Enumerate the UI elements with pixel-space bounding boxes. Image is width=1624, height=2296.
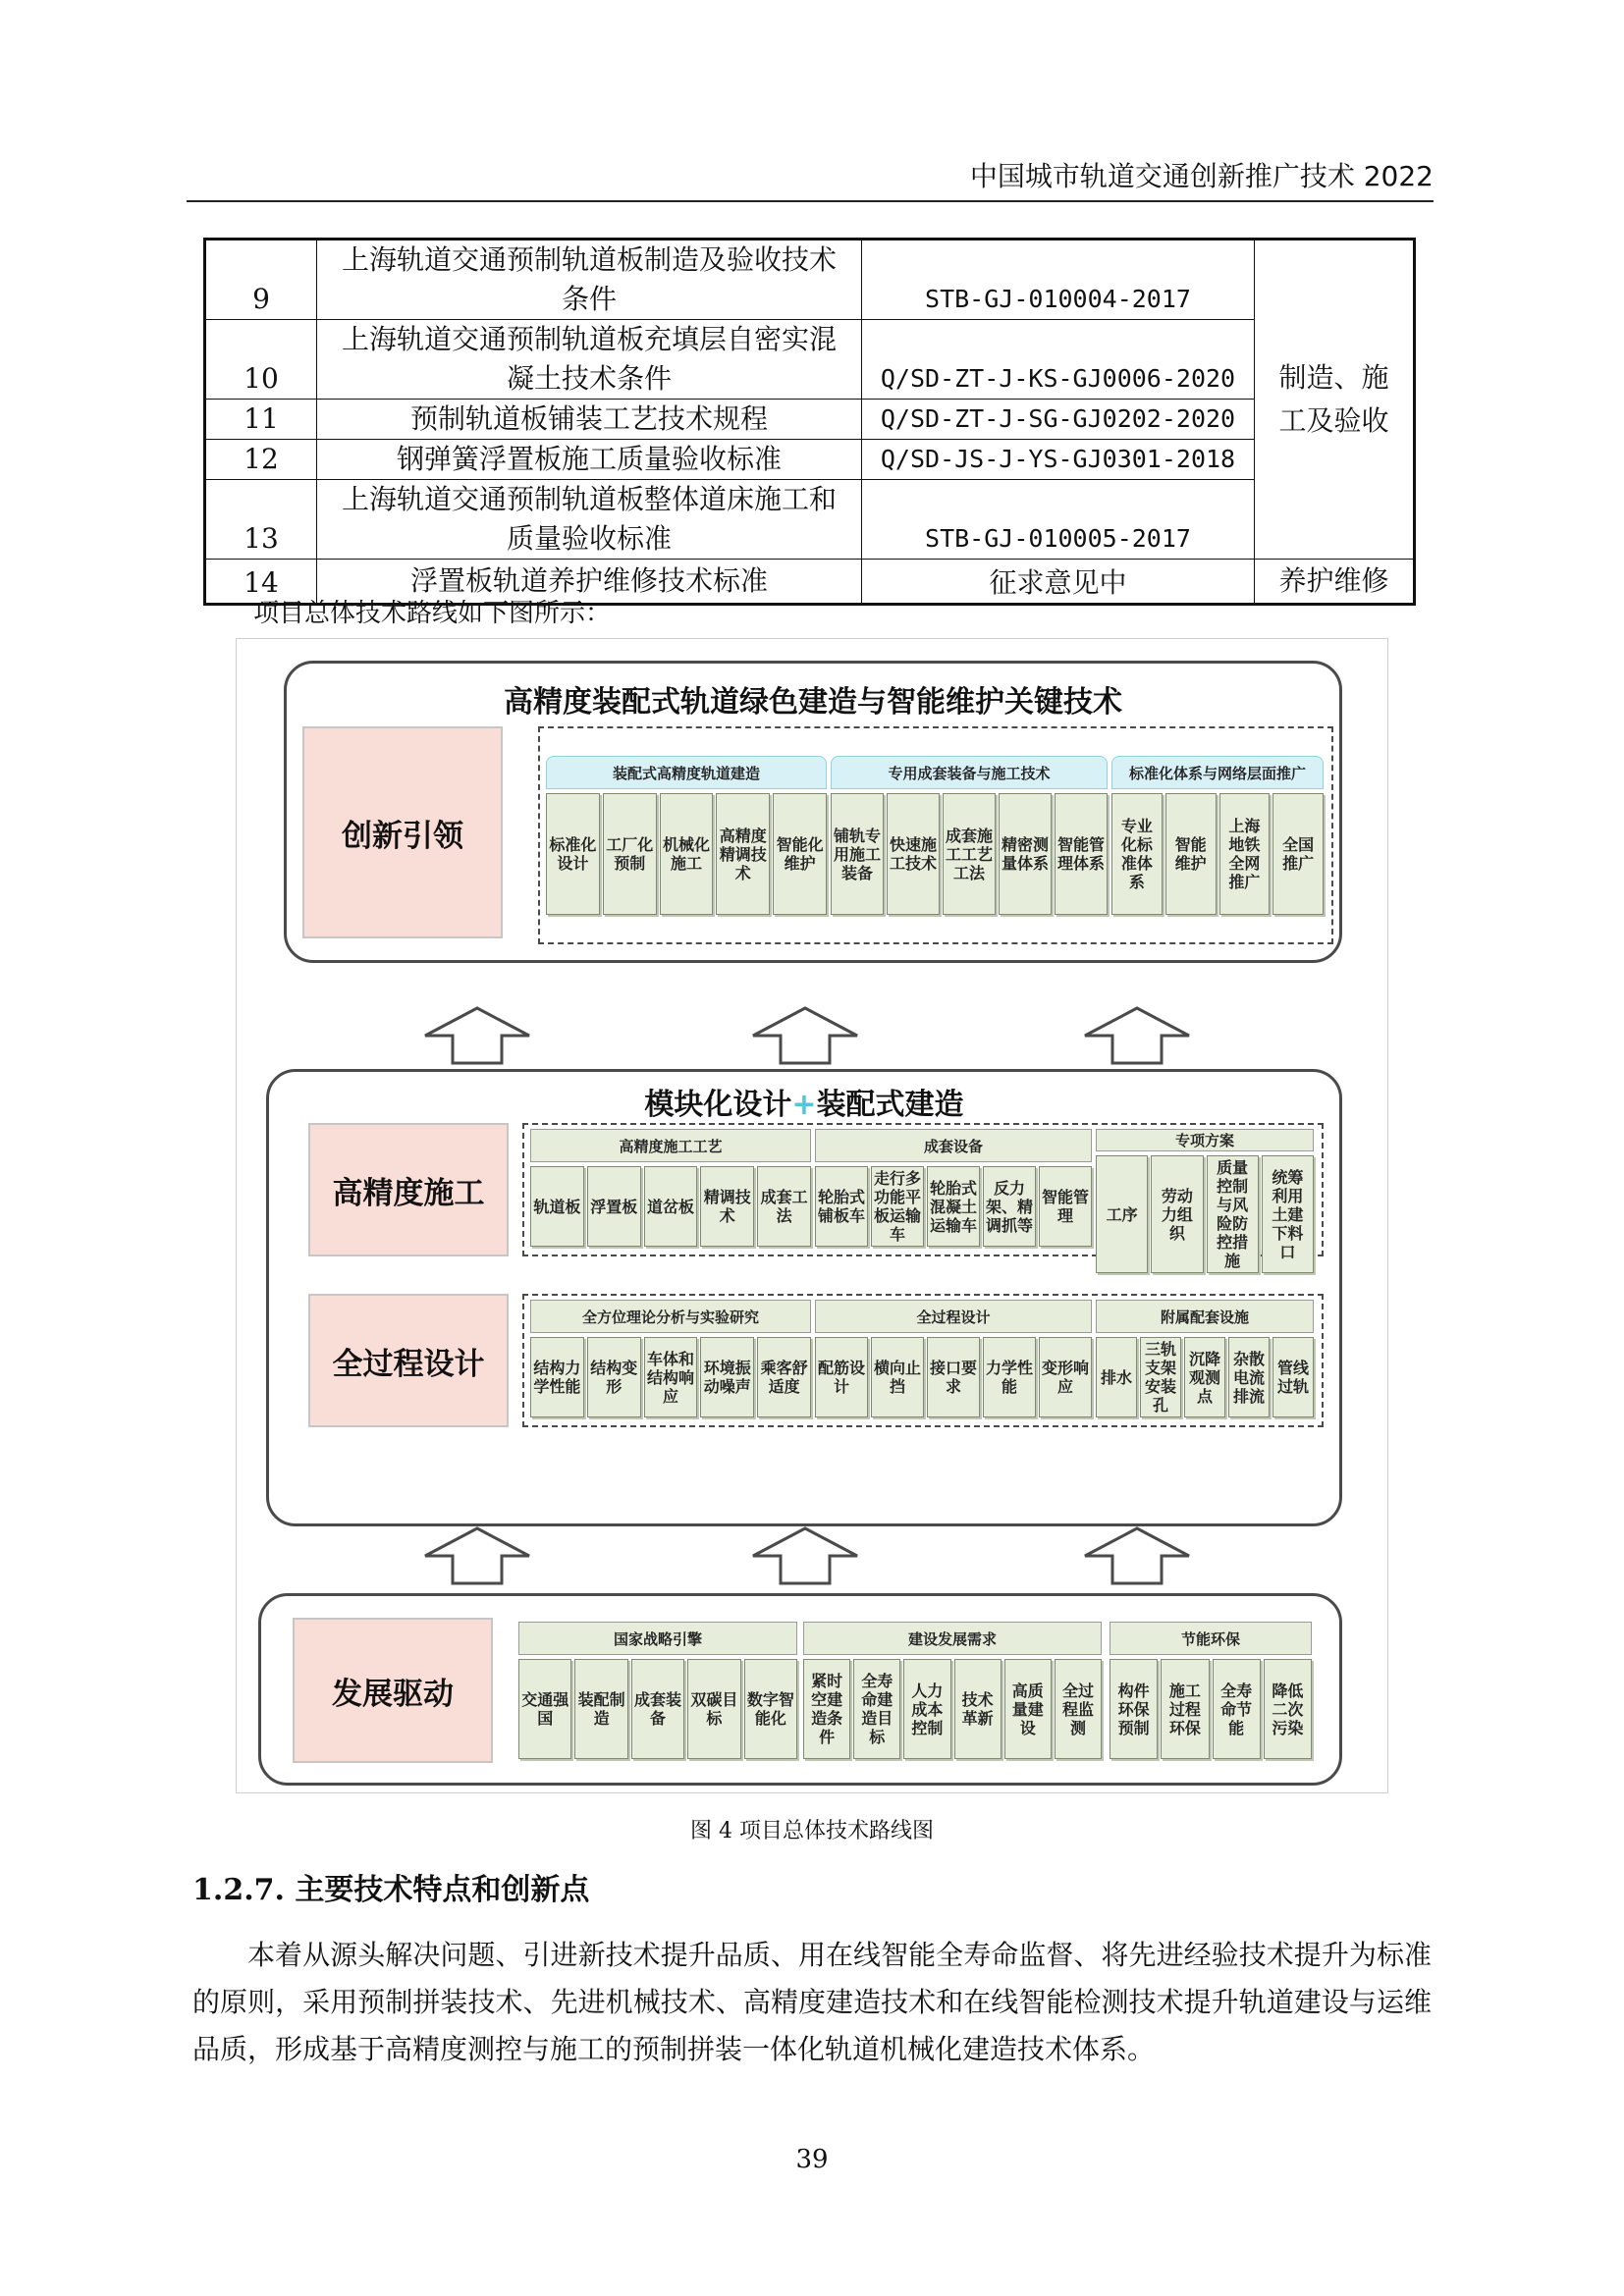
standards-table — [203, 238, 1416, 606]
category-cell: 制造、施 工及验收 — [1255, 240, 1415, 560]
up-arrow-icon — [423, 1006, 531, 1065]
group-header: 成套设备 — [815, 1129, 1092, 1162]
item-box: 统筹利用土建下料口 — [1262, 1155, 1314, 1273]
item-box: 道岔板 — [644, 1166, 698, 1247]
standard-name: 上海轨道交通预制轨道板制造及验收技术 条件 — [317, 240, 862, 320]
modular-section — [266, 1069, 1342, 1526]
group-standardization — [1111, 756, 1324, 915]
item-box: 乘客舒适度 — [757, 1337, 811, 1417]
item-box: 铺轨专用施工装备 — [831, 793, 884, 915]
item-box: 浮置板 — [587, 1166, 641, 1247]
up-arrow-icon — [1083, 1526, 1191, 1585]
innovation-title: 高精度装配式轨道绿色建造与智能维护关键技术 — [504, 685, 1122, 720]
table-row — [205, 320, 1415, 400]
up-arrow-icon — [423, 1526, 531, 1585]
standard-code: Q/SD-ZT-J-SG-GJ0202-2020 — [862, 400, 1255, 440]
item-box: 全寿命节能 — [1213, 1659, 1261, 1759]
group-special-plan — [1096, 1129, 1314, 1270]
item-box: 全国推广 — [1272, 793, 1324, 915]
item-box: 车体和结构响应 — [644, 1337, 698, 1417]
header-rule — [187, 200, 1434, 202]
item-box: 高精度精调技术 — [716, 793, 770, 915]
body-paragraph: 本着从源头解决问题、引进新技术提升品质、用在线智能全寿命监督、将先进经验技术提升为标准的原则，采用预制拼装技术、先进机械技术、高精度建造技术和在线智能检测技术提升轨道建设与运维品质，形成基于高精度测控与施工的预制拼装一体化轨道机械化建造技术体系。 — [192, 1939, 1432, 2065]
innovation-section — [284, 661, 1342, 963]
item-box: 杂散电流排流 — [1228, 1337, 1270, 1417]
item-box: 环境振动噪声 — [700, 1337, 754, 1417]
item-box: 高质量建设 — [1004, 1659, 1052, 1759]
group-header: 高精度施工工艺 — [530, 1129, 811, 1162]
design-dashbox — [522, 1294, 1324, 1427]
row-number: 10 — [205, 320, 317, 400]
item-box: 管线过轨 — [1272, 1337, 1314, 1417]
item-box: 精调技术 — [700, 1166, 754, 1247]
item-box: 排水 — [1096, 1337, 1137, 1417]
item-box: 三轨支架安装孔 — [1140, 1337, 1181, 1417]
group-header: 全方位理论分析与实验研究 — [530, 1300, 811, 1333]
item-box: 配筋设计 — [815, 1337, 868, 1417]
item-box: 轨道板 — [530, 1166, 584, 1247]
row-number: 12 — [205, 440, 317, 480]
group-theory-analysis — [530, 1300, 811, 1417]
standard-code: Q/SD-ZT-J-KS-GJ0006-2020 — [862, 320, 1255, 400]
development-label: 发展驱动 — [293, 1618, 493, 1763]
item-box: 专业化标准体系 — [1111, 793, 1163, 915]
standard-name: 钢弹簧浮置板施工质量验收标准 — [317, 440, 862, 480]
item-box: 装配制造 — [574, 1659, 627, 1759]
full-process-design-label: 全过程设计 — [308, 1294, 509, 1427]
group-header: 全过程设计 — [815, 1300, 1092, 1333]
item-box: 工厂化预制 — [603, 793, 657, 915]
group-header: 专用成套装备与施工技术 — [831, 756, 1108, 789]
group-header: 装配式高精度轨道建造 — [546, 756, 827, 789]
item-box: 劳动力组织 — [1151, 1155, 1203, 1273]
standard-code: 征求意见中 — [862, 560, 1255, 605]
figure-caption: 图 4 项目总体技术路线图 — [690, 1819, 934, 1843]
technical-roadmap-diagram — [236, 638, 1388, 1793]
group-precision-process — [530, 1129, 811, 1247]
item-box: 变形响应 — [1039, 1337, 1092, 1417]
item-box: 轮胎式混凝土运输车 — [927, 1166, 980, 1247]
innovation-label: 创新引领 — [302, 726, 503, 938]
standard-name: 浮置板轨道养护维修技术标准 — [317, 560, 862, 605]
category-cell: 养护维修 — [1255, 560, 1415, 605]
item-box: 精密测量体系 — [999, 793, 1052, 915]
item-box: 结构力学性能 — [530, 1337, 584, 1417]
standard-code: STB-GJ-010004-2017 — [862, 240, 1255, 320]
item-box: 人力成本控制 — [903, 1659, 950, 1759]
item-box: 反力架、精调抓等 — [983, 1166, 1036, 1247]
up-arrow-icon — [751, 1006, 859, 1065]
section-heading: 1.2.7. 主要技术特点和创新点 — [192, 1873, 590, 1907]
item-box: 技术革新 — [954, 1659, 1001, 1759]
item-box: 全寿命建造目标 — [853, 1659, 900, 1759]
up-arrow-icon — [1083, 1006, 1191, 1065]
item-box: 数字智能化 — [744, 1659, 797, 1759]
standard-code: Q/SD-JS-J-YS-GJ0301-2018 — [862, 440, 1255, 480]
up-arrow-icon — [751, 1526, 859, 1585]
modular-title: 模块化设计+装配式建造 — [644, 1088, 964, 1122]
group-national-strategy — [518, 1622, 797, 1759]
row-number: 14 — [205, 560, 317, 605]
table-row — [205, 480, 1415, 560]
item-box: 智能维护 — [1165, 793, 1217, 915]
item-box: 智能化维护 — [773, 793, 827, 915]
precision-construction-label: 高精度施工 — [308, 1123, 509, 1256]
group-header: 节能环保 — [1110, 1622, 1312, 1655]
table-row — [205, 400, 1415, 440]
item-box: 全过程监测 — [1055, 1659, 1102, 1759]
group-auxiliary-facilities — [1096, 1300, 1314, 1417]
item-box: 力学性能 — [983, 1337, 1036, 1417]
item-box: 标准化设计 — [546, 793, 600, 915]
item-box: 横向止挡 — [871, 1337, 924, 1417]
innovation-dashbox — [538, 726, 1333, 944]
item-box: 施工过程环保 — [1161, 1659, 1209, 1759]
intro-text: 项目总体技术路线如下图所示： — [253, 599, 612, 628]
header-title: 中国城市轨道交通创新推广技术 2022 — [969, 160, 1434, 192]
item-box: 成套装备 — [631, 1659, 684, 1759]
page-header — [187, 147, 1434, 202]
item-box: 成套施工工艺工法 — [943, 793, 996, 915]
item-box: 机械化施工 — [660, 793, 714, 915]
group-energy-saving — [1110, 1622, 1312, 1759]
precision-dashbox — [522, 1123, 1324, 1270]
group-special-equipment — [831, 756, 1108, 915]
plus-icon: + — [791, 1088, 817, 1122]
item-box: 轮胎式铺板车 — [815, 1166, 868, 1247]
table-row — [205, 240, 1415, 320]
row-number: 13 — [205, 480, 317, 560]
item-box: 降低二次污染 — [1264, 1659, 1312, 1759]
group-header: 附属配套设施 — [1096, 1300, 1314, 1333]
row-number: 9 — [205, 240, 317, 320]
item-box: 交通强国 — [518, 1659, 571, 1759]
table-row — [205, 440, 1415, 480]
item-box: 质量控制与风险防控措施 — [1207, 1155, 1259, 1273]
group-equipment-set — [815, 1129, 1092, 1247]
group-construction-demand — [803, 1622, 1102, 1759]
item-box: 接口要求 — [927, 1337, 980, 1417]
item-box: 双碳目标 — [687, 1659, 740, 1759]
standard-name: 上海轨道交通预制轨道板整体道床施工和 质量验收标准 — [317, 480, 862, 560]
group-header: 建设发展需求 — [803, 1622, 1102, 1655]
row-number: 11 — [205, 400, 317, 440]
item-box: 智能管理体系 — [1055, 793, 1108, 915]
standard-code: STB-GJ-010005-2017 — [862, 480, 1255, 560]
item-box: 智能管理 — [1039, 1166, 1092, 1247]
item-box: 构件环保预制 — [1110, 1659, 1158, 1759]
group-header: 标准化体系与网络层面推广 — [1111, 756, 1324, 789]
item-box: 走行多功能平板运输车 — [871, 1166, 924, 1247]
development-section — [258, 1593, 1342, 1786]
item-box: 结构变形 — [587, 1337, 641, 1417]
item-box: 上海地铁全网推广 — [1219, 793, 1271, 915]
item-box: 快速施工技术 — [887, 793, 940, 915]
group-header: 专项方案 — [1096, 1129, 1314, 1151]
item-box: 沉降观测点 — [1184, 1337, 1225, 1417]
item-box: 成套工法 — [757, 1166, 811, 1247]
standard-name: 上海轨道交通预制轨道板充填层自密实混 凝土技术条件 — [317, 320, 862, 400]
group-full-design — [815, 1300, 1092, 1417]
group-prefab-track — [546, 756, 827, 915]
item-box: 工序 — [1096, 1155, 1148, 1273]
page-number: 39 — [795, 2145, 829, 2174]
item-box: 紧时空建造条件 — [803, 1659, 850, 1759]
standard-name: 预制轨道板铺装工艺技术规程 — [317, 400, 862, 440]
group-header: 国家战略引擎 — [518, 1622, 797, 1655]
